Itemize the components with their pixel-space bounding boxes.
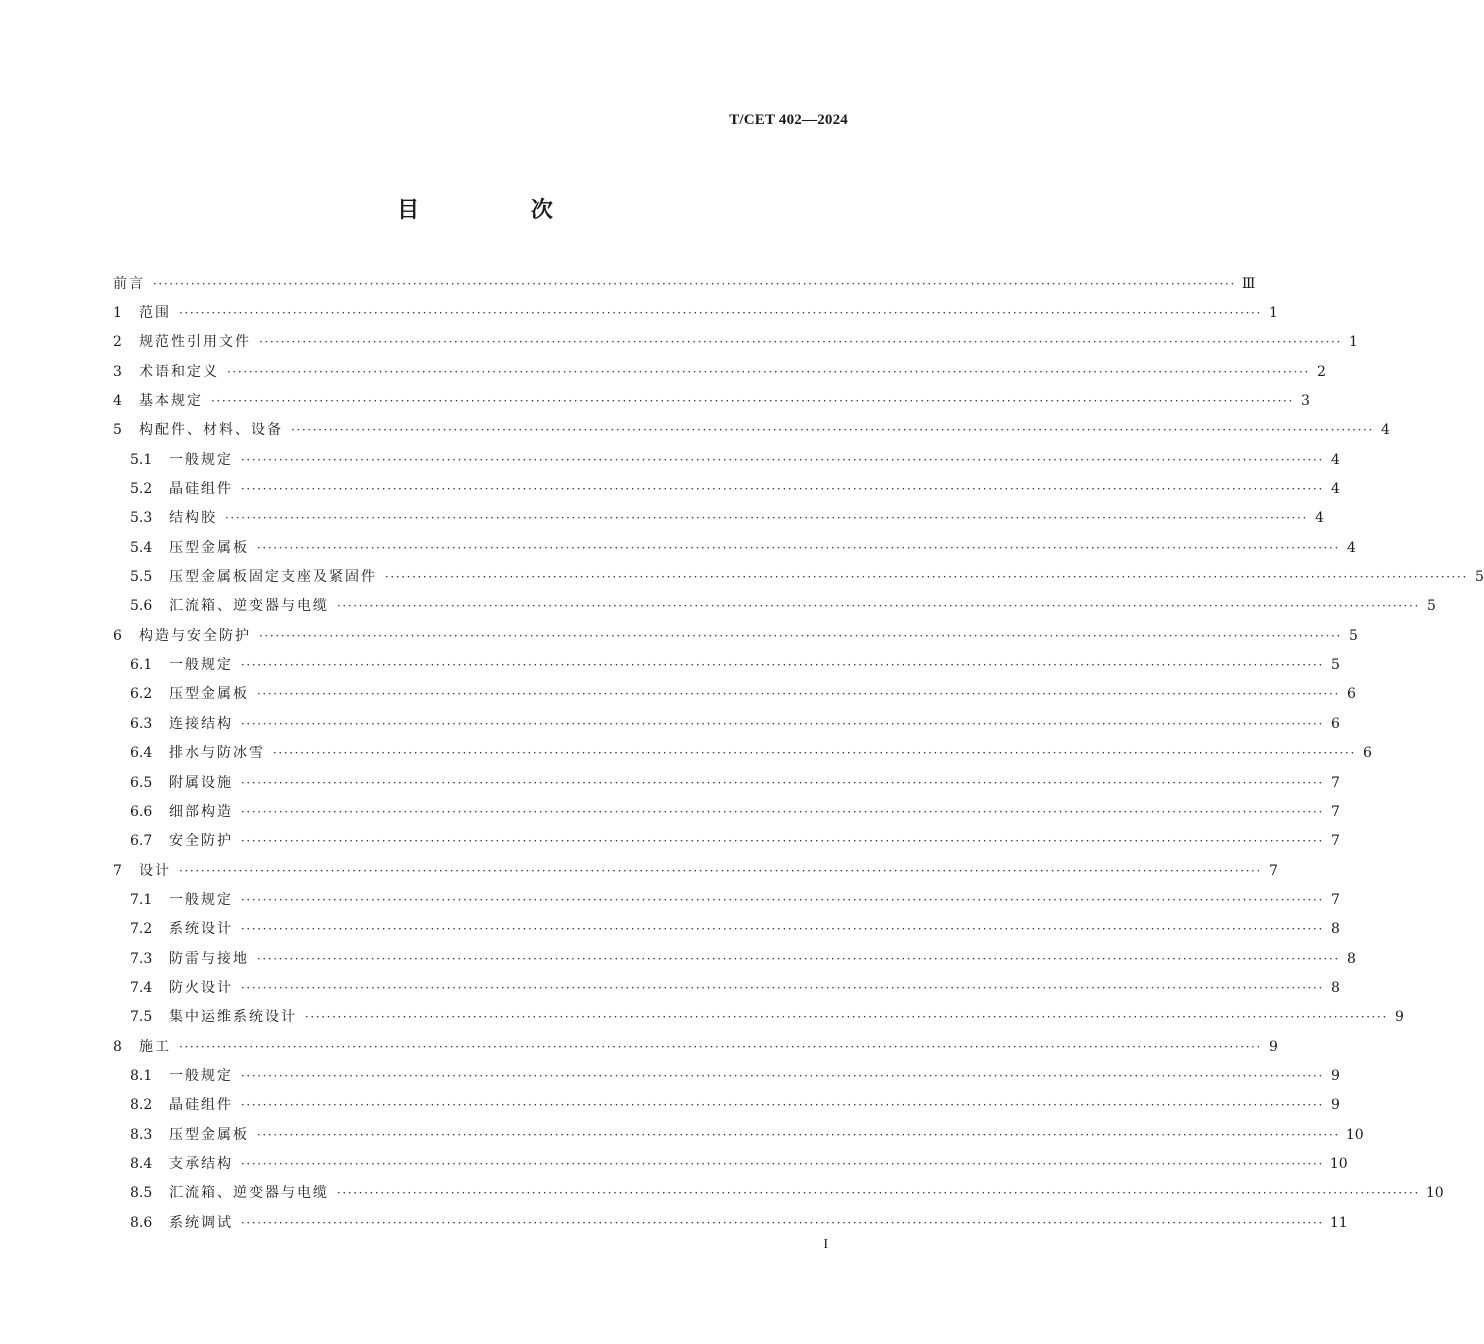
toc-dot-leader: ········································································································································································································ xyxy=(259,335,1342,350)
toc-dot-leader: ········································································································································································································ xyxy=(257,540,1340,555)
toc-dot-leader: ········································································································································································································ xyxy=(241,1068,1324,1083)
toc-entry-page: 9 xyxy=(1330,1097,1340,1114)
toc-entry-title: 规范性引用文件 xyxy=(139,334,251,351)
toc-entry-number: 7 xyxy=(113,862,122,879)
toc-entry-page: 5 xyxy=(1330,657,1340,674)
toc-entry-page: 9 xyxy=(1394,1009,1404,1026)
toc-entry-number: 6.1 xyxy=(130,657,153,674)
toc-dot-leader: ········································································································································································································ xyxy=(241,1215,1324,1230)
toc-entry-page: 1 xyxy=(1348,334,1358,351)
toc-entry[interactable] xyxy=(113,739,1372,768)
toc-entry-title: 晶硅组件 xyxy=(169,1097,233,1114)
toc-entry-title: 汇流箱、逆变器与电缆 xyxy=(169,598,329,615)
toc-entry-number: 5.4 xyxy=(130,539,153,556)
toc-entry[interactable] xyxy=(113,1061,1340,1090)
toc-entry-page: 7 xyxy=(1330,803,1340,820)
toc-entry[interactable] xyxy=(113,416,1390,445)
toc-entry-number: 8 xyxy=(113,1038,122,1055)
toc-entry-page: 5 xyxy=(1474,569,1484,586)
toc-entry-number: 6.6 xyxy=(130,803,153,820)
toc-entry-title: 集中运维系统设计 xyxy=(169,1009,297,1026)
toc-entry-title: 支承结构 xyxy=(169,1155,233,1172)
toc-dot-leader: ········································································································································································································ xyxy=(259,628,1342,643)
toc-entry-page: 5 xyxy=(1348,627,1358,644)
toc-entry-number: 7.2 xyxy=(130,921,153,938)
toc-entry-page: 8 xyxy=(1346,950,1356,967)
toc-entry[interactable] xyxy=(113,592,1436,621)
toc-entry-page: 10 xyxy=(1345,1126,1364,1143)
toc-entry-title: 汇流箱、逆变器与电缆 xyxy=(169,1185,329,1202)
toc-entry-title: 施工 xyxy=(139,1038,171,1055)
toc-entry-title: 一般规定 xyxy=(169,891,233,908)
toc-entry-number: 8.1 xyxy=(130,1067,153,1084)
toc-entry[interactable] xyxy=(113,357,1326,386)
toc-entry-title: 一般规定 xyxy=(169,1067,233,1084)
toc-entry-title: 系统设计 xyxy=(169,921,233,938)
toc-entry-number: 5.1 xyxy=(130,451,153,468)
standard-code: T/CET 402—2024 xyxy=(729,112,848,128)
toc-entry-page: 7 xyxy=(1268,862,1278,879)
toc-dot-leader: ········································································································································································································ xyxy=(241,980,1324,995)
toc-entry-number: 8.5 xyxy=(130,1185,153,1202)
toc-entry-title: 防雷与接地 xyxy=(169,950,249,967)
toc-entry-number: 7.5 xyxy=(130,1009,153,1026)
toc-entry[interactable] xyxy=(113,1003,1404,1032)
table-of-contents xyxy=(113,269,1484,1237)
toc-entry[interactable] xyxy=(113,328,1358,357)
toc-entry-page: 10 xyxy=(1425,1185,1444,1202)
toc-entry-page: 6 xyxy=(1362,745,1372,762)
toc-entry-page: 2 xyxy=(1316,363,1326,380)
toc-entry-title: 防火设计 xyxy=(169,979,233,996)
toc-dot-leader: ········································································································································································································ xyxy=(179,1039,1262,1054)
toc-entry-page: 1 xyxy=(1268,305,1278,322)
toc-entry-number: 8.6 xyxy=(130,1214,153,1231)
toc-entry[interactable] xyxy=(113,445,1340,474)
toc-entry-title: 连接结构 xyxy=(169,715,233,732)
toc-entry-page: 8 xyxy=(1330,921,1340,938)
toc-entry-title: 基本规定 xyxy=(139,393,203,410)
toc-entry[interactable] xyxy=(113,298,1278,327)
toc-entry-title: 排水与防冰雪 xyxy=(169,745,265,762)
toc-dot-leader: ········································································································································································································ xyxy=(273,746,1356,761)
page-title: 目 次 xyxy=(397,198,605,223)
toc-entry[interactable] xyxy=(113,709,1340,738)
toc-entry-number: 1 xyxy=(113,305,122,322)
toc-dot-leader: ········································································································································································································ xyxy=(385,570,1468,585)
toc-entry-page: 3 xyxy=(1300,393,1310,410)
toc-entry-title: 压型金属板 xyxy=(169,539,249,556)
toc-entry-title: 一般规定 xyxy=(169,657,233,674)
toc-entry-page: 7 xyxy=(1330,833,1340,850)
toc-dot-leader: ········································································································································································································ xyxy=(337,599,1420,614)
toc-dot-leader: ········································································································································································································ xyxy=(305,1010,1388,1025)
toc-entry-number: 3 xyxy=(113,363,122,380)
toc-entry-number: 4 xyxy=(113,393,122,410)
toc-entry-page: 4 xyxy=(1346,539,1356,556)
toc-entry[interactable] xyxy=(113,533,1356,562)
toc-dot-leader: ········································································································································································································ xyxy=(179,306,1262,321)
toc-entry[interactable] xyxy=(113,856,1278,885)
toc-entry-number: 7.1 xyxy=(130,891,153,908)
toc-entry[interactable] xyxy=(113,1032,1278,1061)
toc-entry[interactable] xyxy=(113,915,1340,944)
toc-entry[interactable] xyxy=(113,621,1358,650)
toc-entry-title: 前言 xyxy=(113,275,145,292)
toc-entry-title: 压型金属板 xyxy=(169,686,249,703)
toc-dot-leader: ········································································································································································································ xyxy=(337,1186,1420,1201)
toc-entry-number: 6.5 xyxy=(130,774,153,791)
toc-entry[interactable] xyxy=(113,504,1324,533)
toc-dot-leader: ········································································································································································································ xyxy=(241,1156,1324,1171)
toc-entry-page: 11 xyxy=(1329,1214,1348,1231)
toc-entry-number: 6.7 xyxy=(130,833,153,850)
toc-entry[interactable] xyxy=(113,1208,1348,1237)
toc-entry[interactable] xyxy=(113,386,1310,415)
toc-dot-leader: ········································································································································································································ xyxy=(257,951,1340,966)
toc-entry-number: 7.3 xyxy=(130,950,153,967)
toc-entry[interactable] xyxy=(113,1091,1340,1120)
toc-entry-page: 4 xyxy=(1380,422,1390,439)
toc-dot-leader: ········································································································································································································ xyxy=(227,364,1310,379)
toc-entry-number: 6.4 xyxy=(130,745,153,762)
toc-entry-title: 设计 xyxy=(139,862,171,879)
toc-entry-title: 结构胶 xyxy=(169,510,217,527)
toc-entry-number: 5.6 xyxy=(130,598,153,615)
toc-entry-page: 7 xyxy=(1330,891,1340,908)
toc-dot-leader: ········································································································································································································ xyxy=(153,276,1236,291)
toc-dot-leader: ········································································································································································································ xyxy=(241,804,1324,819)
toc-entry[interactable] xyxy=(113,944,1356,973)
toc-entry[interactable] xyxy=(113,973,1340,1002)
toc-entry-title: 范围 xyxy=(139,305,171,322)
toc-entry[interactable] xyxy=(113,269,1256,298)
toc-entry-title: 构配件、材料、设备 xyxy=(139,422,283,439)
toc-entry-title: 晶硅组件 xyxy=(169,481,233,498)
toc-entry[interactable] xyxy=(113,827,1340,856)
toc-entry-number: 8.2 xyxy=(130,1097,153,1114)
toc-entry-number: 5.3 xyxy=(130,510,153,527)
toc-dot-leader: ········································································································································································································ xyxy=(241,834,1324,849)
toc-entry-page: 7 xyxy=(1330,774,1340,791)
toc-dot-leader: ········································································································································································································ xyxy=(257,1127,1340,1142)
toc-entry-page: 5 xyxy=(1426,598,1436,615)
toc-entry-title: 附属设施 xyxy=(169,774,233,791)
toc-entry[interactable] xyxy=(113,797,1340,826)
toc-dot-leader: ········································································································································································································ xyxy=(211,394,1294,409)
toc-entry-title: 安全防护 xyxy=(169,833,233,850)
toc-entry-page: 4 xyxy=(1330,481,1340,498)
toc-dot-leader: ········································································································································································································ xyxy=(241,892,1324,907)
toc-entry[interactable] xyxy=(113,562,1484,591)
toc-entry-number: 7.4 xyxy=(130,979,153,996)
toc-entry-title: 系统调试 xyxy=(169,1214,233,1231)
toc-entry-number: 5 xyxy=(113,422,122,439)
toc-dot-leader: ········································································································································································································ xyxy=(291,423,1374,438)
toc-entry[interactable] xyxy=(113,885,1340,914)
toc-entry[interactable] xyxy=(113,650,1340,679)
toc-entry-number: 6.2 xyxy=(130,686,153,703)
toc-entry-page: 6 xyxy=(1346,686,1356,703)
toc-dot-leader: ········································································································································································································ xyxy=(241,716,1324,731)
toc-dot-leader: ········································································································································································································ xyxy=(225,511,1308,526)
toc-dot-leader: ········································································································································································································ xyxy=(241,452,1324,467)
toc-entry-number: 5.5 xyxy=(130,569,153,586)
toc-dot-leader: ········································································································································································································ xyxy=(241,775,1324,790)
toc-entry-page: Ⅲ xyxy=(1241,275,1256,292)
toc-entry-number: 5.2 xyxy=(130,481,153,498)
toc-entry-page: 4 xyxy=(1330,451,1340,468)
toc-entry-page: 10 xyxy=(1329,1155,1348,1172)
toc-entry-title: 一般规定 xyxy=(169,451,233,468)
toc-entry-number: 8.3 xyxy=(130,1126,153,1143)
toc-entry-number: 6.3 xyxy=(130,715,153,732)
toc-entry[interactable] xyxy=(113,474,1340,503)
toc-dot-leader: ········································································································································································································ xyxy=(241,482,1324,497)
toc-entry-number: 2 xyxy=(113,334,122,351)
toc-entry-page: 8 xyxy=(1330,979,1340,996)
toc-entry-page: 6 xyxy=(1330,715,1340,732)
toc-entry-title: 细部构造 xyxy=(169,803,233,820)
page-number: I xyxy=(823,1237,828,1252)
toc-dot-leader: ········································································································································································································ xyxy=(241,658,1324,673)
toc-entry[interactable] xyxy=(113,1149,1348,1178)
toc-entry-page: 9 xyxy=(1268,1038,1278,1055)
toc-dot-leader: ········································································································································································································ xyxy=(241,1098,1324,1113)
toc-entry[interactable] xyxy=(113,1120,1364,1149)
toc-entry-number: 8.4 xyxy=(130,1155,153,1172)
toc-dot-leader: ········································································································································································································ xyxy=(179,863,1262,878)
toc-entry[interactable] xyxy=(113,1179,1444,1208)
toc-entry-title: 术语和定义 xyxy=(139,363,219,380)
toc-entry-title: 压型金属板固定支座及紧固件 xyxy=(169,569,377,586)
toc-entry-number: 6 xyxy=(113,627,122,644)
toc-entry-page: 4 xyxy=(1314,510,1324,527)
toc-dot-leader: ········································································································································································································ xyxy=(257,687,1340,702)
toc-entry[interactable] xyxy=(113,680,1356,709)
toc-entry-title: 构造与安全防护 xyxy=(139,627,251,644)
toc-entry-page: 9 xyxy=(1330,1067,1340,1084)
toc-entry-title: 压型金属板 xyxy=(169,1126,249,1143)
toc-dot-leader: ········································································································································································································ xyxy=(241,922,1324,937)
toc-entry[interactable] xyxy=(113,768,1340,797)
